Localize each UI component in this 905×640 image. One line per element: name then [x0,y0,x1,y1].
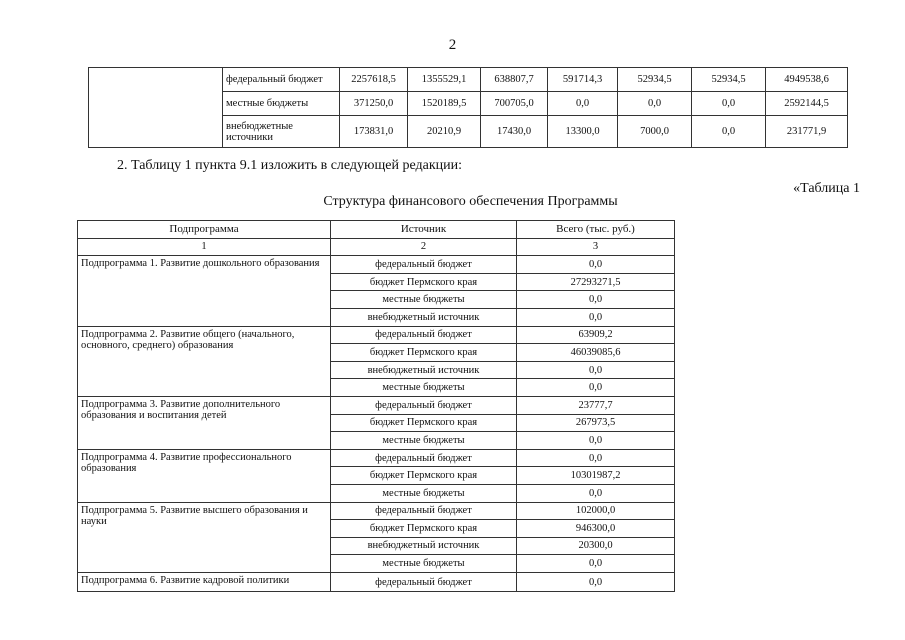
page-number: 2 [448,37,457,53]
value-cell: 638807,7 [481,68,548,92]
total-cell: 0,0 [517,484,675,502]
amendment-paragraph: 2. Таблицу 1 пункта 9.1 изложить в следующей редакции: [117,158,463,173]
value-cell: 173831,0 [340,116,408,148]
value-cell: 1355529,1 [408,68,481,92]
table-label: «Таблица 1 [793,181,860,196]
source-cell: местные бюджеты [331,291,517,309]
value-cell: 371250,0 [340,92,408,116]
total-cell: 0,0 [517,555,675,573]
subprogram-name: Подпрограмма 4. Развитие профессионального образования [78,449,331,502]
column-number: 2 [331,238,517,256]
total-cell: 0,0 [517,572,675,592]
source-cell: бюджет Пермского края [331,467,517,485]
value-cell: 17430,0 [481,116,548,148]
source-cell: местные бюджеты [223,92,340,116]
source-cell: бюджет Пермского края [331,520,517,538]
subprogram-name: Подпрограмма 5. Развитие высшего образования и науки [78,502,331,572]
total-cell: 23777,7 [517,396,675,414]
source-cell: бюджет Пермского края [331,414,517,432]
subprogram-name: Подпрограмма 3. Развитие дополнительного образования и воспитания детей [78,396,331,449]
value-cell: 4949538,6 [766,68,848,92]
total-cell: 10301987,2 [517,467,675,485]
value-cell: 1520189,5 [408,92,481,116]
value-cell: 52934,5 [692,68,766,92]
source-cell: федеральный бюджет [331,396,517,414]
value-cell: 2257618,5 [340,68,408,92]
total-cell: 0,0 [517,432,675,450]
table-row [78,502,675,520]
total-cell: 63909,2 [517,326,675,344]
table-row [78,326,675,344]
budget-continuation-table [88,67,848,148]
financing-structure-table [77,220,675,592]
value-cell: 7000,0 [618,116,692,148]
table-row [89,68,848,92]
total-cell: 102000,0 [517,502,675,520]
source-cell: внебюджетный источник [331,308,517,326]
column-number: 3 [517,238,675,256]
header-source: Источник [331,221,517,239]
source-cell: федеральный бюджет [223,68,340,92]
source-cell: внебюджетный источник [331,537,517,555]
source-cell: внебюджетный источник [331,361,517,379]
header-subprogram: Подпрограмма [78,221,331,239]
column-number-row [78,238,675,256]
table-row [78,449,675,467]
total-cell: 0,0 [517,449,675,467]
value-cell: 13300,0 [548,116,618,148]
source-cell: местные бюджеты [331,379,517,397]
total-cell: 946300,0 [517,520,675,538]
value-cell: 20210,9 [408,116,481,148]
subprogram-name: Подпрограмма 6. Развитие кадровой политики [78,572,331,592]
total-cell: 0,0 [517,379,675,397]
total-cell: 0,0 [517,256,675,274]
source-cell: федеральный бюджет [331,326,517,344]
source-cell: федеральный бюджет [331,502,517,520]
table-title: Структура финансового обеспечения Программы [323,194,618,209]
table-row [78,256,675,274]
source-cell: внебюджетные источники [223,116,340,148]
value-cell: 2592144,5 [766,92,848,116]
total-cell: 267973,5 [517,414,675,432]
value-cell: 52934,5 [618,68,692,92]
source-cell: местные бюджеты [331,555,517,573]
subprogram-name: Подпрограмма 1. Развитие дошкольного образования [78,256,331,326]
value-cell: 231771,9 [766,116,848,148]
value-cell: 0,0 [618,92,692,116]
total-cell: 20300,0 [517,537,675,555]
table-row [78,572,675,592]
header-total: Всего (тыс. руб.) [517,221,675,239]
total-cell: 0,0 [517,361,675,379]
value-cell: 0,0 [692,92,766,116]
empty-cell [89,68,223,148]
source-cell: местные бюджеты [331,484,517,502]
source-cell: федеральный бюджет [331,572,517,592]
source-cell: местные бюджеты [331,432,517,450]
value-cell: 0,0 [692,116,766,148]
source-cell: бюджет Пермского края [331,273,517,291]
source-cell: федеральный бюджет [331,256,517,274]
total-cell: 27293271,5 [517,273,675,291]
subprogram-name: Подпрограмма 2. Развитие общего (начального, основного, среднего) образования [78,326,331,396]
value-cell: 0,0 [548,92,618,116]
value-cell: 700705,0 [481,92,548,116]
table-row [78,396,675,414]
header-row [78,221,675,239]
source-cell: федеральный бюджет [331,449,517,467]
column-number: 1 [78,238,331,256]
total-cell: 0,0 [517,291,675,309]
total-cell: 0,0 [517,308,675,326]
value-cell: 591714,3 [548,68,618,92]
source-cell: бюджет Пермского края [331,344,517,362]
total-cell: 46039085,6 [517,344,675,362]
